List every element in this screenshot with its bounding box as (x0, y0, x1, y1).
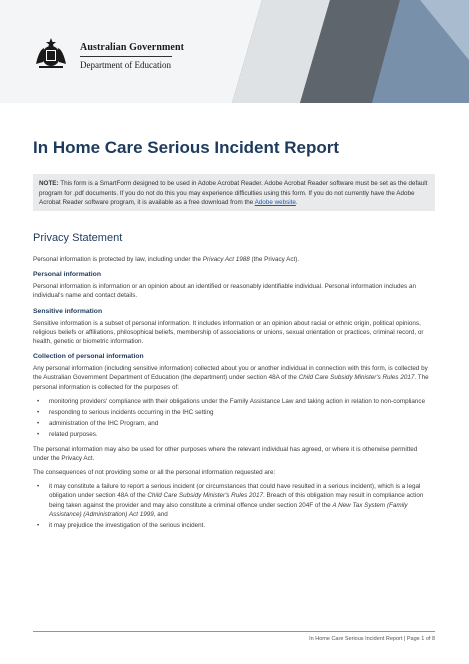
privacy-statement-section (33, 232, 435, 535)
privacy-intro (33, 255, 435, 264)
header-banner (0, 0, 469, 103)
list-item: • it may prejudice the investigation of the serious incident. (43, 521, 435, 530)
consequence1-rules-name: Child Care Subsidy Minister's Rules 2017 (147, 492, 264, 500)
page-title: In Home Care Serious Incident Report (33, 138, 340, 157)
purposes-list (33, 397, 435, 440)
consequence1-text-b: . Breach of this obligation may result in compliance action being taken against the provider and may also constitute a criminal offence under section 204F of the (49, 492, 424, 509)
note-label: NOTE: (39, 180, 59, 187)
personal-info-text: Personal information is information or an opinion about an identified or reasonably identifiable individual. Personal information includes an individual's name and contact details. (33, 283, 416, 300)
collection-rules-name: Child Care Subsidy Minister's Rules 2017 (298, 374, 415, 382)
coat-of-arms-icon (33, 36, 69, 72)
collection-text-b: . The personal information is collected for the purposes of: (33, 374, 429, 391)
government-name: Australian Government (80, 42, 185, 53)
footer-divider (33, 631, 435, 632)
collection-heading: Collection of personal information (33, 353, 144, 361)
note-box (33, 174, 435, 211)
consequences-intro: The consequences of not providing some or all the personal information requested are: (33, 469, 276, 477)
sensitive-info-heading: Sensitive information (33, 307, 103, 315)
department-name: Department of Education (80, 60, 171, 70)
consequence1-text-c: , and (153, 510, 168, 518)
page-footer: In Home Care Serious Incident Report | Page 1 of 8 (309, 636, 435, 642)
header-decorative-shapes (0, 0, 469, 103)
consequences-list (33, 482, 435, 530)
logo-divider (80, 56, 172, 57)
list-item: • monitoring providers' compliance with their obligations under the Family Assistance Law and taking action in relation to non-compliance (43, 397, 435, 406)
list-item: • responding to serious incidents occurring in the IHC setting (43, 408, 435, 417)
collection-text-a: Any personal information (including sensitive information) collected about you or another individual in connection with this form, is collected by the Australian Government Department of Education (the department) under section 48A of the (33, 365, 428, 382)
note-end: . (295, 199, 298, 206)
privacy-act-name: Privacy Act 1988 (202, 256, 250, 263)
privacy-intro-text: Personal information is protected by law, including under the (33, 256, 203, 263)
consequence1-act-name: A New Tax System (Family Assistance) (Administration) Act 1999 (49, 501, 408, 518)
personal-info-heading: Personal information (33, 271, 101, 279)
list-item (43, 482, 435, 519)
sensitive-info-text: Sensitive information is a subset of personal information. It includes information or an opinion about racial or ethnic origin, political opinions, religious beliefs or affiliations, philosophical beliefs, membership of associations or unions, sexual orientation or practices, criminal record, or health, genetic or biometric information. (33, 319, 424, 346)
list-item: • related purposes. (43, 430, 435, 439)
adobe-website-link[interactable]: Adobe website (254, 199, 296, 206)
list-item: • administration of the IHC Program, and (43, 419, 435, 428)
collection-text (33, 364, 435, 392)
note-text: This form is a SmartForm designed to be used in Adobe Acrobat Reader. Adobe Acrobat Reader software must be set as the default program for .pdf documents. If you do not do this you may experience difficulties using this form. If you do not currently have the Adobe Acrobat Reader software program, it is available as a free download from the (39, 180, 428, 206)
privacy-intro-end: (the Privacy Act). (249, 256, 300, 263)
other-purposes-text: The personal information may also be used for other purposes where the relevant individual has agreed, or where it is otherwise permitted under the Privacy Act. (33, 445, 418, 462)
consequence1-text-a: it may constitute a failure to report a serious incident (or circumstances that could have resulted in a serious incident), which is a legal obligation under section 48A of the (49, 483, 421, 500)
privacy-heading: Privacy Statement (33, 232, 123, 244)
